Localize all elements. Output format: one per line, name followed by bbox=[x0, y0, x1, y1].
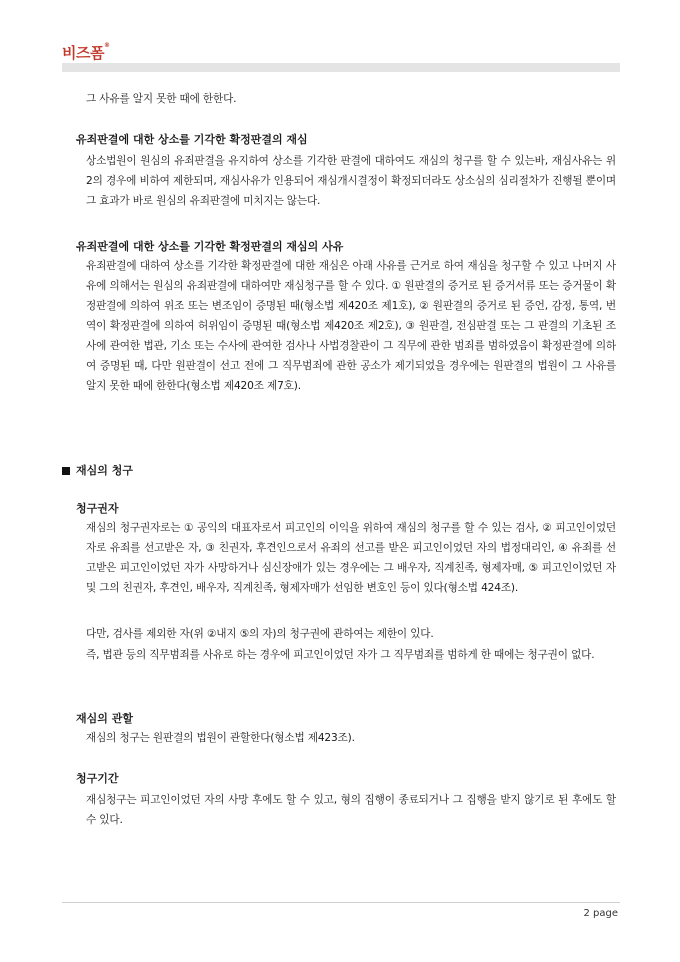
section-title-text: 재심의 청구 bbox=[76, 464, 133, 477]
paragraph-appeal-retrial: 상소법원이 원심의 유죄판결을 유지하여 상소를 기각한 판결에 대하여도 재심의 청구를 할 수 있는바, 재심사유는 위 2의 경우에 비하여 제한되며, 재심사유가 인용되어 재심개시결정이 확정되더라도 상소심의 심리절차가 진행될 뿐이며 그 효과가 바로 원심의 유죄판결에 미치지는 않는다. bbox=[86, 155, 616, 207]
heading-jurisdiction: 재심의 관할 bbox=[76, 712, 133, 725]
paragraph-appeal-retrial-grounds: 유죄판결에 대하여 상소를 기각한 확정판결에 대한 재심은 아래 사유를 근거로 하여 재심을 청구할 수 있고 나머지 사유에 의해서는 원심의 유죄판결에 대하여만 재심청구를 할 수 있다. ① 원판결의 증거로 된 증거서류 또는 증거물이 확정판결에 의하여 위조 또는 변조임이 증명된 때(형소법 제420조 제1호), ② 원판결의 증거로 된 증언, 감정, 통역, 번역이 확정판결에 의하여 허위임이 증명된 때(형소법 제420조 제2호), ③ 원판결, 전심판결 또는 그 판결의 기초된 조사에 관여한 법관, 기소 또는 수사에 관여한 검사나 사법경찰관이 그 직무에 관한 범죄를 범하였음이 확정판결에 의하여 증명된 때, 다만 원판결이 선고 전에 그 직무범죄에 관한 공소가 제기되었을 경우에는 원판결의 법원이 그 사유를 알지 못한 때에 한한다(형소법 제420조 제7호). bbox=[86, 260, 616, 392]
paragraph-claimants-limit: 다만, 검사를 제외한 자(위 ②내지 ⑤의 자)의 청구권에 관하여는 제한이 있다. bbox=[86, 628, 434, 640]
section-title-retrial-request bbox=[62, 462, 133, 478]
square-bullet-icon bbox=[62, 467, 70, 475]
header-bar bbox=[62, 63, 620, 72]
intro-paragraph: 그 사유를 알지 못한 때에 한한다. bbox=[86, 93, 237, 105]
bizforms-logo bbox=[62, 42, 109, 63]
heading-claimants: 청구권자 bbox=[76, 502, 119, 515]
heading-appeal-retrial-grounds: 유죄판결에 대한 상소를 기각한 확정판결의 재심의 사유 bbox=[76, 240, 344, 253]
paragraph-request-period: 재심청구는 피고인이었던 자의 사망 후에도 할 수 있고, 형의 집행이 종료되거나 그 집행을 받지 않기로 된 후에도 할 수 있다. bbox=[86, 794, 616, 826]
paragraph-claimants: 재심의 청구권자로는 ① 공익의 대표자로서 피고인의 이익을 위하여 재심의 청구를 할 수 있는 검사, ② 피고인이었던 자로 유죄를 선고받은 자, ③ 친권자, 후견인으로서 유죄의 선고를 받은 피고인이었던 자의 법정대리인, ④ 유죄를 선고받은 피고인이었던 자가 사망하거나 심신장애가 있는 경우에는 그 배우자, 직계친족, 형제자매, ⑤ 피고인이었던 자 및 그의 친권자, 후견인, 배우자, 직계친족, 형제자매가 선임한 변호인 등이 있다(형소법 424조). bbox=[86, 522, 616, 594]
footer-divider bbox=[62, 902, 620, 903]
paragraph-jurisdiction: 재심의 청구는 원판결의 법원이 관할한다(형소법 제423조). bbox=[86, 732, 355, 744]
paragraph-claimants-exception: 즉, 법관 등의 직무범죄를 사유로 하는 경우에 피고인이었던 자가 그 직무범죄를 범하게 한 때에는 청구권이 없다. bbox=[86, 649, 595, 661]
heading-request-period: 청구기간 bbox=[76, 772, 119, 785]
heading-appeal-retrial: 유죄판결에 대한 상소를 기각한 확정판결의 재심 bbox=[76, 133, 308, 146]
page-number: 2 page bbox=[583, 908, 618, 919]
logo-registered-mark: ® bbox=[103, 42, 110, 49]
logo-text: 비즈폼 bbox=[62, 44, 104, 62]
